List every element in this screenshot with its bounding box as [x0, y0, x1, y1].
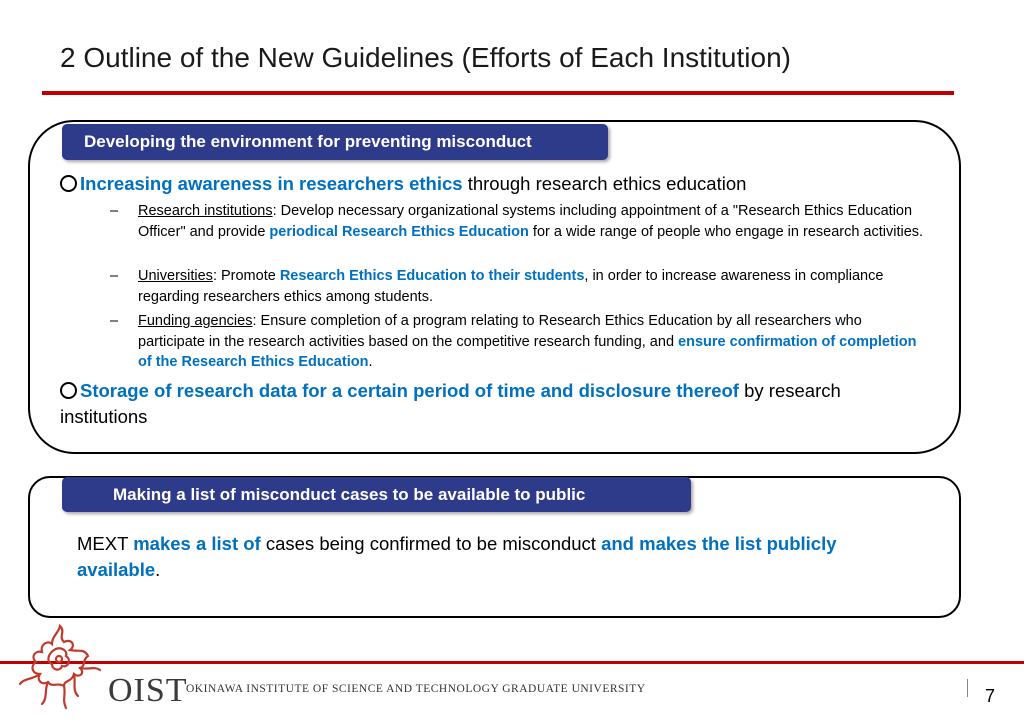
mext-text: cases being confirmed to be misconduct	[260, 533, 602, 554]
sub-item-research-institutions	[110, 201, 928, 242]
sub-item-highlight: ensure confirmation of completion of the Research Ethics Education	[138, 333, 917, 370]
sub-item-label: Universities	[138, 268, 213, 284]
sub-item-text: , in order to increase awareness in compliance regarding researchers ethics among students.	[138, 268, 884, 305]
environment-panel-header	[62, 124, 608, 160]
sub-item-highlight: periodical Research Ethics Education	[269, 223, 529, 240]
awareness-point	[60, 171, 940, 197]
mext-highlight: makes a list of	[133, 533, 261, 554]
misconduct-list-panel-header	[62, 477, 691, 512]
data-storage-point	[60, 378, 880, 430]
sub-item-label: Research institutions	[138, 203, 273, 219]
title-divider	[42, 91, 954, 95]
environment-header-text: Developing the environment for preventing misconduct	[84, 132, 532, 151]
slide-title: 2 Outline of the New Guidelines (Efforts of Each Institution)	[60, 42, 791, 73]
sub-item-text: for a wide range of people who engage in research activities.	[528, 223, 924, 240]
oist-emblem-icon	[14, 620, 106, 712]
sub-item-funding-agencies	[110, 311, 928, 373]
mext-text: .	[155, 559, 161, 580]
misconduct-list-header-text: Making a list of misconduct cases to be available to public	[113, 484, 586, 504]
circle-bullet-icon	[60, 175, 77, 192]
awareness-highlight: Increasing awareness in researchers ethics	[80, 173, 463, 194]
sub-item-highlight: Research Ethics Education to their students	[279, 268, 585, 284]
mext-highlight: and makes the list publicly available	[77, 533, 837, 580]
sub-item-text: .	[368, 354, 373, 370]
sub-item-text: : Develop necessary organizational systems including appointment of a "Research Ethics Education Officer" and provide	[138, 203, 913, 240]
dash-bullet-icon: –	[110, 268, 119, 284]
mext-text: MEXT	[77, 533, 134, 554]
university-name: OKINAWA INSTITUTE OF SCIENCE AND TECHNOLOGY GRADUATE UNIVERSITY	[186, 683, 646, 695]
footer-rule	[0, 661, 1024, 664]
dash-bullet-icon: –	[110, 203, 119, 219]
sub-item-universities	[110, 266, 928, 307]
dash-bullet-icon: –	[110, 313, 119, 329]
data-storage-highlight: Storage of research data for a certain period of time and disclosure thereof	[80, 380, 739, 401]
sub-item-text: : Promote	[212, 268, 280, 284]
circle-bullet-icon	[60, 382, 77, 399]
sub-item-label: Funding agencies	[138, 313, 253, 329]
awareness-rest: through research ethics education	[462, 173, 747, 194]
data-storage-rest: by research institutions	[60, 380, 841, 427]
page-number: 7	[985, 686, 996, 706]
oist-logo-text: OIST	[108, 672, 188, 709]
mext-statement	[77, 531, 917, 583]
page-number-separator	[967, 679, 968, 697]
sub-item-text: : Ensure completion of a program relating to Research Ethics Education by all researchers who participate in the research activities based on the competitive research funding, and	[138, 313, 862, 350]
